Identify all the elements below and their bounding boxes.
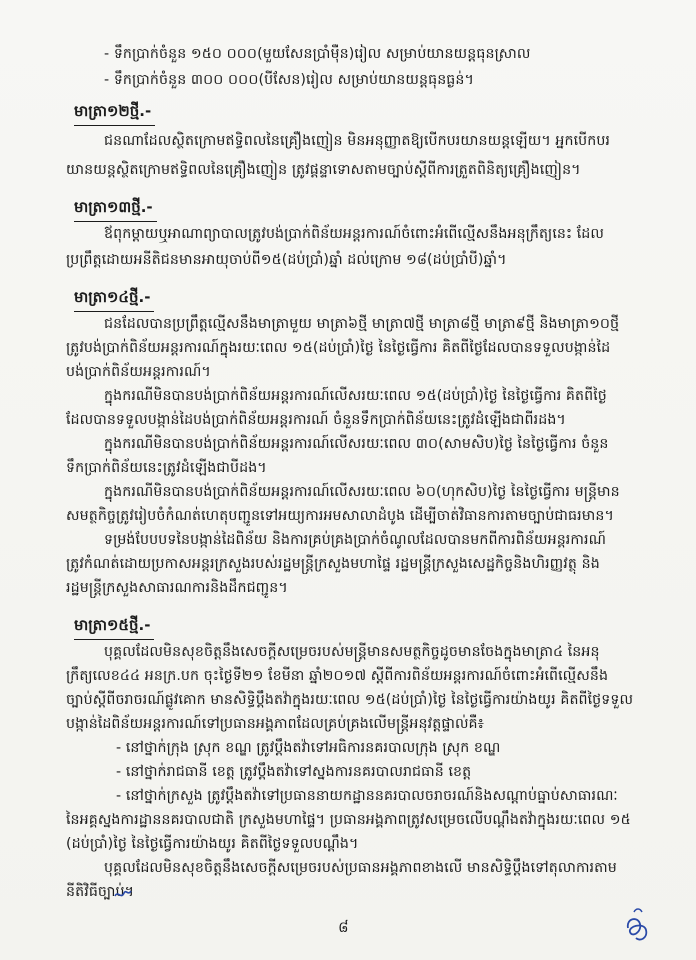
bullet-line: - ទឹកប្រាក់ចំនួន ៣០០ ០០០(បីសែន)រៀល សម្រាប់យានយន្តធុនធ្ងន់។ — [104, 72, 474, 88]
paragraph-line: ក្នុងករណីមិនបានបង់ប្រាក់ពិន័យអន្តរការណ៍លើសរយៈពេល ១៥(ដប់ប្រាំ)ថ្ងៃ នៃថ្ងៃធ្វើការ គិតពីថ្ងៃ — [104, 388, 607, 404]
paragraph-line: ទម្រង់បែបបទនៃបង្កាន់ដៃពិន័យ និងការគ្រប់គ្រងប្រាក់ចំណូលដែលបានមកពីការពិន័យអន្តរការណ៍ — [104, 532, 607, 548]
paragraph-line: សមត្ថកិច្ចត្រូវរៀបចំកំណត់ហេតុបញ្ជូនទៅអយ្យការអមសាលាដំបូង ដើម្បីចាត់វិធានការតាមច្បាប់ជាធរមាន។ — [66, 508, 614, 524]
paragraph-line: ជនដែលបានប្រព្រឹត្តល្មើសនឹងមាត្រាមួយ មាត្រា៦ថ្មី មាត្រា៧ថ្មី មាត្រា៨ថ្មី មាត្រា៩ថ្មី និងមាត្រា១០ថ្មី — [104, 316, 620, 332]
paragraph-line: បង្កាន់ដៃពិន័យអន្តរការណ៍ទៅប្រធានអង្គភាពដែលគ្រប់គ្រងលើមន្ត្រីអនុវត្តផ្ទាល់គឺ៖ — [66, 716, 484, 732]
paragraph-line: ច្បាប់ស្តីពីចរាចរណ៍ផ្លូវគោក មានសិទ្ធិប្តឹងតវ៉ាក្នុងរយៈពេល ១៥(ដប់ប្រាំ)ថ្ងៃ នៃថ្ងៃធ្វើការយ៉ាងយូរ គិតពីថ្ងៃទទួល — [66, 692, 634, 708]
paragraph-line: នៃអគ្គស្នងការដ្ឋាននគរបាលជាតិ ក្រសួងមហាផ្ទៃ។ ប្រធានអង្គភាពត្រូវសម្រេចលើបណ្តឹងតវ៉ាក្នុងរយៈពេល ១៥ — [66, 812, 631, 828]
paragraph-line: រដ្ឋមន្ត្រីក្រសួងសាធារណការនិងដឹកជញ្ជូន។ — [66, 580, 288, 596]
paragraph-line: ប្រព្រឹត្តដោយអនីតិជនមានអាយុចាប់ពី១៥(ដប់ប្រាំ)ឆ្នាំ ដល់ក្រោម ១៨(ដប់ប្រាំបី)ឆ្នាំ។ — [66, 252, 507, 268]
paragraph-line: យានយន្តស្ថិតក្រោមឥទ្ធិពលនៃគ្រឿងញៀន ត្រូវផ្តន្ទាទោសតាមច្បាប់ស្តីពីការត្រួតពិនិត្យគ្រឿងញៀន។ — [66, 162, 581, 178]
bullet-line: - ទឹកប្រាក់ចំនួន ១៥០ ០០០(មួយសែនប្រាំម៉ឺន)រៀល សម្រាប់យានយន្តធុនស្រាល — [104, 46, 531, 62]
bullet-line: - នៅថ្នាក់ក្រសួង ត្រូវប្តឹងតវ៉ាទៅប្រធាននាយកដ្ឋាននគរបាលចរាចរណ៍និងសណ្តាប់ធ្នាប់សាធារណៈ — [116, 788, 618, 804]
paragraph-line: ក្នុងករណីមិនបានបង់ប្រាក់ពិន័យអន្តរការណ៍លើសរយៈពេល ៦០(ហុកសិប)ថ្ងៃ នៃថ្ងៃធ្វើការ មន្ត្រីមាន — [104, 484, 620, 500]
paragraph-line: ក្រឹត្យលេខ៤៤ អនក្រ.បក ចុះថ្ងៃទី២១ ខែមីនា ឆ្នាំ២០១៧ ស្តីពីការពិន័យអន្តរការណ៍ចំពោះអំពើល្មើសនឹង — [66, 668, 609, 684]
article-heading: មាត្រា១៤ថ្មី.- — [74, 288, 150, 310]
paragraph-line: ដែលបានទទួលបង្កាន់ដៃបង់ប្រាក់ពិន័យអន្តរការណ៍ ចំនួនទឹកប្រាក់ពិន័យនេះត្រូវដំឡើងជាពីរដង។ — [66, 412, 566, 428]
paragraph-line: បុគ្គលដែលមិនសុខចិត្តនឹងសេចក្តីសម្រេចរបស់ប្រធានអង្គភាពខាងលើ មានសិទ្ធិប្តឹងទៅតុលាការតាម — [104, 860, 617, 876]
paragraph-line: ត្រូវកំណត់ដោយប្រកាសអន្តរក្រសួងរបស់រដ្ឋមន្ត្រីក្រសួងមហាផ្ទៃ រដ្ឋមន្ត្រីក្រសួងសេដ្ឋកិច្ចនិងហិរញ្ញវត្ថុ និង — [66, 556, 600, 572]
handwritten-initial — [618, 898, 658, 948]
paragraph-line: នីតិវិធីច្បាប់។ — [66, 884, 135, 900]
article-heading: មាត្រា១៣ថ្មី.- — [74, 198, 153, 220]
handwritten-mark — [112, 884, 134, 904]
paragraph-line: (ដប់ប្រាំ)ថ្ងៃ នៃថ្ងៃធ្វើការយ៉ាងយូរ គិតពីថ្ងៃទទួលបណ្តឹង។ — [66, 836, 359, 852]
article-heading: មាត្រា១៥ថ្មី.- — [74, 616, 150, 638]
paragraph-line: ត្រូវបង់ប្រាក់ពិន័យអន្តរការណ៍ក្នុងរយៈពេល ១៥(ដប់ប្រាំ)ថ្ងៃ នៃថ្ងៃធ្វើការ គិតពីថ្ងៃដែលបានទទួលបង្កាន់ដៃ — [66, 340, 611, 356]
article-heading: មាត្រា១២ថ្មី.- — [74, 102, 151, 124]
paragraph-line: បង់ប្រាក់ពិន័យអន្តរការណ៍។ — [66, 364, 211, 380]
paragraph-line: ជនណាដែលស្ថិតក្រោមឥទ្ធិពលនៃគ្រឿងញៀន មិនអនុញ្ញាតឱ្យបើកបរយានយន្តឡើយ។ អ្នកបើកបរ — [104, 133, 611, 149]
bullet-line: - នៅថ្នាក់ក្រុង ស្រុក ខណ្ឌ ត្រូវប្តឹងតវ៉ាទៅអធិការនគរបាលក្រុង ស្រុក ខណ្ឌ — [116, 740, 501, 756]
paragraph-line: ឪពុកម្តាយឬអាណាព្យាបាលត្រូវបង់ប្រាក់ពិន័យអន្តរការណ៍ចំពោះអំពើល្មើសនឹងអនុក្រឹត្យនេះ ដែល — [104, 226, 605, 242]
paragraph-line: ក្នុងករណីមិនបានបង់ប្រាក់ពិន័យអន្តរការណ៍លើសរយៈពេល ៣០(សាមសិប)ថ្ងៃ នៃថ្ងៃធ្វើការ ចំនួន — [104, 436, 609, 452]
paragraph-line: បុគ្គលដែលមិនសុខចិត្តនឹងសេចក្តីសម្រេចរបស់មន្ត្រីមានសមត្ថកិច្ចដូចមានចែងក្នុងមាត្រា៤ នៃអនុ — [104, 644, 600, 660]
bullet-line: - នៅថ្នាក់រាជធានី ខេត្ត ត្រូវប្តឹងតវ៉ាទៅស្នងការនគរបាលរាជធានី ខេត្ត — [116, 764, 472, 780]
paragraph-line: ទឹកប្រាក់ពិន័យនេះត្រូវដំឡើងជាបីដង។ — [66, 460, 267, 476]
page-number: ៨ — [338, 918, 349, 936]
